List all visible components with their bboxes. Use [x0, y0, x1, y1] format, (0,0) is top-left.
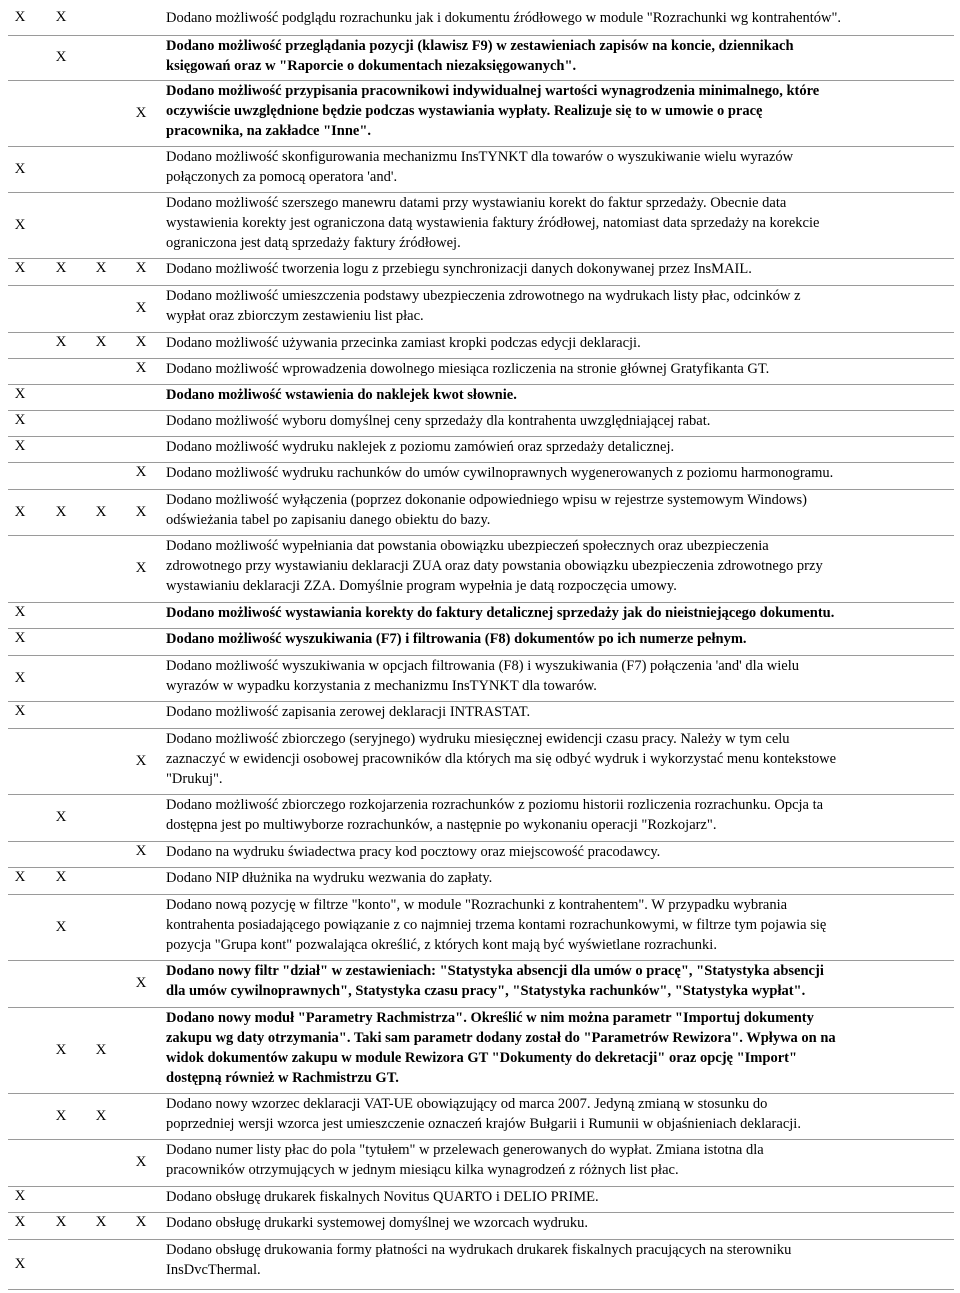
version-marker-col1: X	[14, 1214, 26, 1230]
table-row	[0, 333, 960, 359]
version-marker-col4: X	[135, 560, 147, 576]
table-row	[0, 603, 960, 629]
table-row	[0, 36, 960, 81]
table-row	[0, 8, 960, 36]
version-marker-col2: X	[55, 334, 67, 350]
version-marker-col3: X	[95, 1214, 107, 1230]
description-line: Dodano możliwość używania przecinka zamiast kropki podczas edycji deklaracji.	[166, 335, 641, 351]
description-line: Dodano możliwość zapisania zerowej deklaracji INTRASTAT.	[166, 704, 531, 720]
change-description	[166, 1008, 956, 1088]
description-line: dostępną również w Rachmistrzu GT.	[166, 1070, 399, 1086]
description-line: wystawianiu deklaracji ZZA. Domyślnie program wypełnia je datą rozpoczęcia umowy.	[166, 578, 677, 594]
description-line: Dodano możliwość wstawienia do naklejek kwot słownie.	[166, 387, 517, 403]
description-line: Dodano na wydruku świadectwa pracy kod pocztowy oraz miejscowość pracodawcy.	[166, 844, 661, 860]
description-line: Dodano możliwość wydruku naklejek z poziomu zamówień oraz sprzedaży detalicznej.	[166, 439, 675, 455]
version-marker-col4: X	[135, 504, 147, 520]
change-description	[166, 333, 956, 353]
version-marker-col2: X	[55, 919, 67, 935]
description-line: pracownika, na zakładce "Inne".	[166, 123, 372, 139]
description-line: Dodano możliwość przeglądania pozycji (klawisz F9) w zestawieniach zapisów na koncie, dziennikach	[166, 38, 794, 54]
description-line: wypłat oraz zbiorczym zestawieniu list płac.	[166, 308, 424, 324]
change-description	[166, 1094, 956, 1134]
version-marker-col4: X	[135, 843, 147, 859]
description-line: Dodano możliwość podglądu rozrachunku jak i dokumentu źródłowego w module "Rozrachunki wg kontrahentów".	[166, 10, 842, 26]
change-description	[166, 1140, 956, 1180]
description-line: zaznaczyć w ewidencji osobowej pracowników dla których ma się odbyć wydruk i wykorzystać menu kontekstowe	[166, 751, 837, 767]
version-marker-col2: X	[55, 809, 67, 825]
version-marker-col1: X	[14, 703, 26, 719]
change-description	[166, 437, 956, 457]
version-marker-col4: X	[135, 300, 147, 316]
version-marker-col4: X	[135, 464, 147, 480]
version-marker-col4: X	[135, 1214, 147, 1230]
version-marker-col3: X	[95, 504, 107, 520]
description-line: Dodano możliwość wystawiania korekty do faktury detalicznej sprzedaży jak do nieistniejącego dokumentu.	[166, 605, 835, 621]
change-description	[166, 702, 956, 722]
version-marker-col4: X	[135, 334, 147, 350]
table-row	[0, 286, 960, 333]
description-line: księgowań oraz w "Raporcie o dokumentach niezaksięgowanych".	[166, 58, 577, 74]
table-row	[0, 463, 960, 490]
change-description	[166, 842, 956, 862]
description-line: zdrowotnego przy wystawianiu deklaracji ZUA oraz daty powstania obowiązku ubezpieczenia zdrowotnego przy	[166, 558, 823, 574]
description-line: Dodano możliwość umieszczenia podstawy ubezpieczenia zdrowotnego na wydrukach listy płac, odcinków z	[166, 288, 801, 304]
description-line: Dodano nowy moduł "Parametry Rachmistrza". Określić w nim można parametr "Importuj dokumenty	[166, 1010, 814, 1026]
description-line: Dodano obsługę drukarek fiskalnych Novitus QUARTO i DELIO PRIME.	[166, 1189, 599, 1205]
change-description	[166, 147, 956, 187]
version-marker-col1: X	[14, 630, 26, 646]
version-marker-col4: X	[135, 975, 147, 991]
version-marker-col3: X	[95, 334, 107, 350]
change-description	[166, 629, 956, 649]
table-row	[0, 359, 960, 385]
table-row	[0, 1008, 960, 1094]
description-line: Dodano możliwość wypełniania dat powstania obowiązku ubezpieczeń społecznych oraz ubezpieczenia	[166, 538, 769, 554]
description-line: pozycja "Grupa kont" pozwalająca określić, z których kont mają być wyświetlane rozrachunki.	[166, 937, 717, 953]
table-row	[0, 385, 960, 411]
version-marker-col1: X	[14, 217, 26, 233]
description-line: Dodano możliwość zbiorczego (seryjnego) wydruku miesięcznej ewidencji czasu pracy. Należy w tym celu	[166, 731, 790, 747]
description-line: Dodano możliwość szerszego manewru datami przy wystawianiu korekt do faktur sprzedaży. Obecnie data	[166, 195, 787, 211]
change-description	[166, 795, 956, 835]
description-line: Dodano nowy wzorzec deklaracji VAT-UE obowiązujący od marca 2007. Jedyną zmianą w stosunku do	[166, 1096, 768, 1112]
change-description	[166, 286, 956, 326]
change-description	[166, 463, 956, 483]
change-description	[166, 536, 956, 596]
change-description	[166, 490, 956, 530]
version-marker-col3: X	[95, 1108, 107, 1124]
description-line: kontrahenta posiadającego powiązanie z co najmniej trzema kontami rozrachunkowymi, w filtrze tym pojawia się	[166, 917, 827, 933]
description-line: Dodano możliwość skonfigurowania mechanizmu InsTYNKT dla towarów o wyszukiwanie wielu wyrazów	[166, 149, 794, 165]
table-row	[0, 193, 960, 259]
table-row	[0, 1213, 960, 1240]
row-divider	[8, 1289, 954, 1290]
version-marker-col4: X	[135, 105, 147, 121]
table-row	[0, 536, 960, 603]
table-row	[0, 1240, 960, 1290]
version-marker-col2: X	[55, 1042, 67, 1058]
version-marker-col3: X	[95, 260, 107, 276]
description-line: połączonych za pomocą operatora 'and'.	[166, 169, 398, 185]
description-line: Dodano możliwość wyszukiwania w opcjach filtrowania (F8) i wyszukiwania (F7) połączenia 'and' dla wielu	[166, 658, 799, 674]
description-line: wyrazów w wypadku korzystania z mechanizmu InsTYNKT dla towarów.	[166, 678, 597, 694]
version-marker-col2: X	[55, 504, 67, 520]
version-marker-col2: X	[55, 49, 67, 65]
description-line: wystawienia korekty jest ograniczona datą wystawienia faktury źródłowej, natomiast data sprzedaży na korekcie	[166, 215, 820, 231]
description-line: oczywiście uwzględnione będzie podczas wystawiania wypłaty. Realizuje się to w umowie o pracę	[166, 103, 763, 119]
change-description	[166, 895, 956, 955]
table-row	[0, 702, 960, 729]
version-marker-col4: X	[135, 1154, 147, 1170]
description-line: Dodano numer listy płac do pola "tytułem" w przelewach generowanych do wypłat. Zmiana istotna dla	[166, 1142, 764, 1158]
table-row	[0, 490, 960, 536]
version-marker-col1: X	[14, 869, 26, 885]
change-description	[166, 81, 956, 141]
version-marker-col1: X	[14, 412, 26, 428]
table-row	[0, 842, 960, 868]
table-row	[0, 1094, 960, 1140]
table-row	[0, 795, 960, 842]
description-line: Dodano nowy filtr "dział" w zestawieniach: "Statystyka absencji dla umów o pracę", "Statystyka absencji	[166, 963, 824, 979]
table-row	[0, 437, 960, 463]
change-description	[166, 868, 956, 888]
description-line: poprzedniej wersji wzorca jest umieszczenie oznaczeń krajów Bułgarii i Rumunii w objaśnieniach deklaracji.	[166, 1116, 801, 1132]
version-marker-col1: X	[14, 260, 26, 276]
description-line: Dodano możliwość tworzenia logu z przebiegu synchronizacji danych dokonywanej przez InsMAIL.	[166, 261, 752, 277]
description-line: dla umów cywilnoprawnych", Statystyka czasu pracy", "Statystyka rachunków", "Statystyka wypłat".	[166, 983, 806, 999]
change-description	[166, 193, 956, 253]
change-description	[166, 1240, 956, 1280]
description-line: ograniczona jest datą sprzedaży faktury źródłowej.	[166, 235, 461, 251]
version-marker-col1: X	[14, 1188, 26, 1204]
description-line: Dodano obsługę drukowania formy płatności na wydrukach drukarek fiskalnych pracujących na sterowniku	[166, 1242, 792, 1258]
description-line: Dodano możliwość zbiorczego rozkojarzenia rozrachunków z poziomu historii rozliczenia rozrachunku. Opcja ta	[166, 797, 824, 813]
description-line: Dodano możliwość wyłączenia (poprzez dokonanie odpowiedniego wpisu w rejestrze systemowym Windows)	[166, 492, 808, 508]
table-row	[0, 1140, 960, 1187]
table-row	[0, 147, 960, 193]
version-marker-col2: X	[55, 9, 67, 25]
version-marker-col2: X	[55, 1214, 67, 1230]
table-row	[0, 1187, 960, 1213]
description-line: Dodano możliwość wydruku rachunków do umów cywilnoprawnych wygenerowanych z poziomu harmonogramu.	[166, 465, 834, 481]
description-line: "Drukuj".	[166, 771, 223, 787]
description-line: Dodano możliwość wyszukiwania (F7) i filtrowania (F8) dokumentów po ich numerze pełnym.	[166, 631, 747, 647]
change-description	[166, 359, 956, 379]
version-marker-col2: X	[55, 260, 67, 276]
version-marker-col4: X	[135, 260, 147, 276]
version-marker-col4: X	[135, 753, 147, 769]
version-marker-col3: X	[95, 1042, 107, 1058]
version-marker-col2: X	[55, 1108, 67, 1124]
table-row	[0, 868, 960, 895]
table-row	[0, 961, 960, 1008]
description-line: zakupu wg daty otrzymania". Taki sam parametr dodany został do "Parametrów Rewizora". Wpływa on na	[166, 1030, 836, 1046]
table-row	[0, 629, 960, 656]
description-line: Dodano NIP dłużnika na wydruku wezwania do zapłaty.	[166, 870, 493, 886]
version-marker-col1: X	[14, 161, 26, 177]
change-description	[166, 411, 956, 431]
table-row	[0, 895, 960, 961]
description-line: widok dokumentów zakupu w module Rewizora GT "Dokumenty do dekretacji" oraz opcję "Import"	[166, 1050, 798, 1066]
description-line: Dodano obsługę drukarki systemowej domyślnej we wzorcach wydruku.	[166, 1215, 589, 1231]
change-description	[166, 656, 956, 696]
description-line: Dodano nową pozycję w filtrze "konto", w module "Rozrachunki z kontrahentem". W przypadku wybrania	[166, 897, 788, 913]
version-marker-col1: X	[14, 9, 26, 25]
change-description	[166, 8, 956, 28]
description-line: pracowników otrzymujących w jednym miesiącu kilka wynagrodzeń z różnych list płac.	[166, 1162, 679, 1178]
version-marker-col1: X	[14, 386, 26, 402]
change-description	[166, 1187, 956, 1207]
description-line: Dodano możliwość wprowadzenia dowolnego miesiąca rozliczenia na stronie głównej Gratyfikanta GT.	[166, 361, 770, 377]
table-row	[0, 411, 960, 437]
version-marker-col1: X	[14, 504, 26, 520]
table-row	[0, 259, 960, 286]
change-description	[166, 385, 956, 405]
version-marker-col4: X	[135, 360, 147, 376]
version-marker-col1: X	[14, 1256, 26, 1272]
version-marker-col1: X	[14, 438, 26, 454]
version-marker-col1: X	[14, 670, 26, 686]
description-line: Dodano możliwość wyboru domyślnej ceny sprzedaży dla kontrahenta uwzględniającej rabat.	[166, 413, 711, 429]
table-row	[0, 81, 960, 147]
change-description	[166, 961, 956, 1001]
description-line: Dodano możliwość przypisania pracownikowi indywidualnej wartości wynagrodzenia minimalnego, które	[166, 83, 820, 99]
change-description	[166, 259, 956, 279]
version-marker-col2: X	[55, 869, 67, 885]
description-line: InsDvcThermal.	[166, 1262, 261, 1278]
table-row	[0, 729, 960, 795]
change-description	[166, 729, 956, 789]
description-line: dostępna jest po multiwyborze rozrachunków, a następnie po wykonaniu operacji "Rozkojarz".	[166, 817, 717, 833]
change-description	[166, 36, 956, 76]
change-description	[166, 1213, 956, 1233]
version-marker-col1: X	[14, 604, 26, 620]
description-line: odświeżania tabel po zapisaniu danego obiektu do bazy.	[166, 512, 491, 528]
table-row	[0, 656, 960, 702]
change-description	[166, 603, 956, 623]
